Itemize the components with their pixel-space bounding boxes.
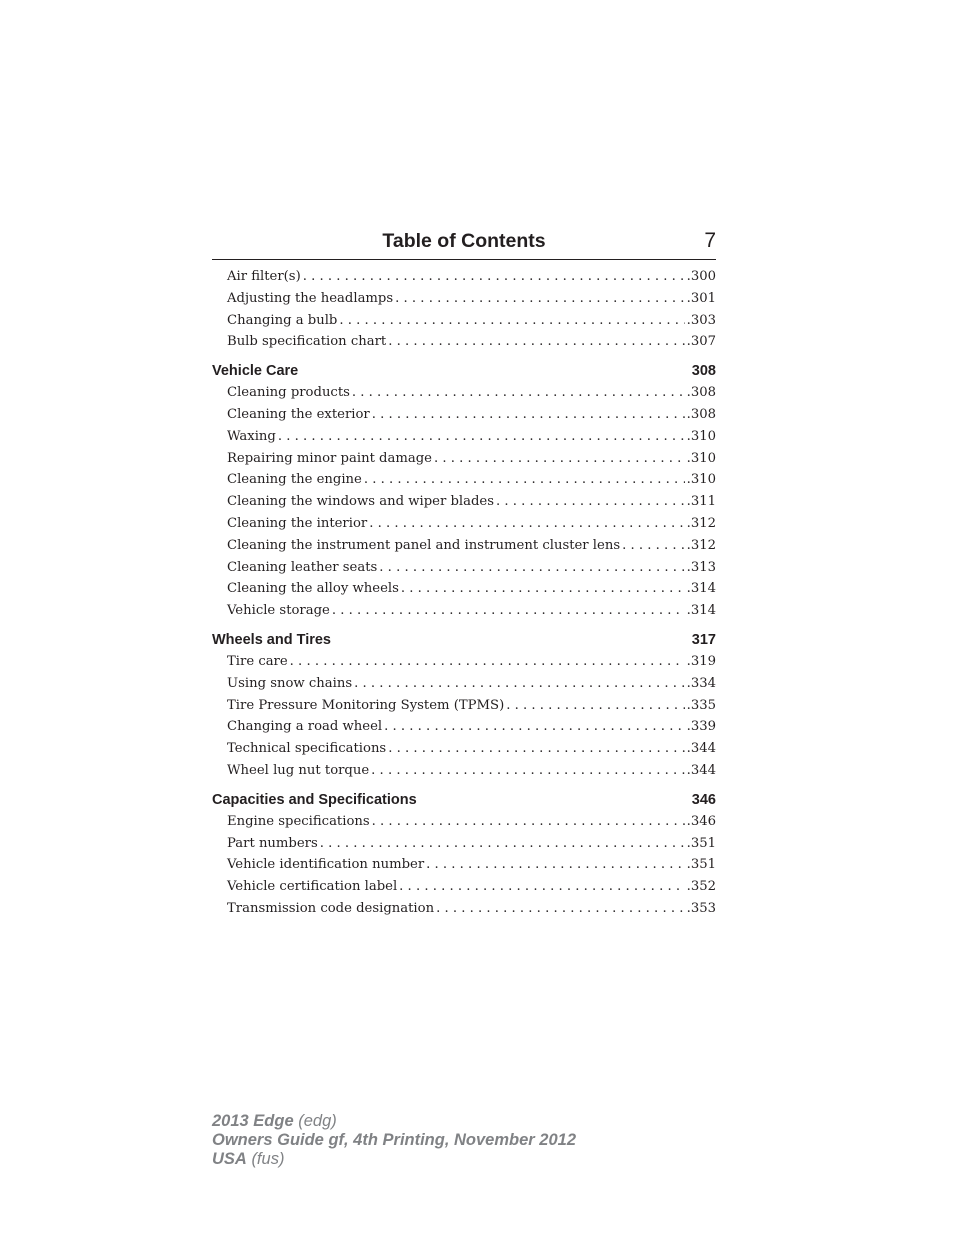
dot-leader xyxy=(369,513,684,535)
footer-line-2: Owners Guide gf, 4th Printing, November 2012 xyxy=(212,1131,576,1149)
section-heading[interactable] xyxy=(212,360,716,382)
toc-entry-label: Part numbers xyxy=(227,835,318,851)
section-title: Vehicle Care xyxy=(212,363,299,380)
dot-leader xyxy=(496,491,685,513)
toc-entry-page: .312 xyxy=(686,515,716,531)
toc-entry-label: Changing a road wheel xyxy=(227,719,383,735)
toc-entry[interactable] xyxy=(212,673,716,695)
toc-entry-page: .319 xyxy=(686,653,716,669)
toc-entry-label: Cleaning leather seats xyxy=(227,559,378,575)
footer-market: USA xyxy=(212,1150,247,1168)
dot-leader xyxy=(352,382,685,404)
table-of-contents xyxy=(212,266,716,920)
dot-leader xyxy=(332,600,685,622)
toc-entry-page: .339 xyxy=(686,719,716,735)
section-heading[interactable] xyxy=(212,789,716,811)
toc-entry-label: Cleaning the engine xyxy=(227,472,362,488)
page-header xyxy=(212,228,716,260)
toc-entry-page: .310 xyxy=(686,450,716,466)
dot-leader xyxy=(399,876,684,898)
toc-entry[interactable] xyxy=(212,695,716,717)
toc-entry[interactable] xyxy=(212,426,716,448)
toc-entry-page: .312 xyxy=(686,537,716,553)
dot-leader xyxy=(401,578,685,600)
footer-line-1 xyxy=(212,1112,576,1131)
toc-entry-page: .314 xyxy=(686,581,716,597)
toc-entry-label: Vehicle certification label xyxy=(227,879,398,895)
toc-entry[interactable] xyxy=(212,716,716,738)
toc-entry[interactable] xyxy=(212,557,716,579)
toc-entry[interactable] xyxy=(212,854,716,876)
footer-market-code: (fus) xyxy=(251,1150,285,1168)
dot-leader xyxy=(388,738,684,760)
toc-entry-label: Vehicle storage xyxy=(227,603,330,619)
section-capacities-and-specifications xyxy=(212,789,716,920)
toc-entry[interactable] xyxy=(212,738,716,760)
toc-entry[interactable] xyxy=(212,833,716,855)
intro-entries xyxy=(212,266,716,353)
toc-entry-label: Cleaning products xyxy=(227,385,350,401)
section-page: 346 xyxy=(691,791,716,808)
toc-entry-label: Wheel lug nut torque xyxy=(227,762,370,778)
toc-entry-page: .352 xyxy=(686,879,716,895)
dot-leader xyxy=(290,651,685,673)
toc-entry-page: .300 xyxy=(686,269,716,284)
toc-entry[interactable] xyxy=(212,469,716,491)
toc-entry-label: Cleaning the windows and wiper blades xyxy=(227,494,495,510)
toc-entry-page: .310 xyxy=(686,472,716,488)
toc-entry-page: .311 xyxy=(686,494,716,510)
toc-entry-page: .346 xyxy=(686,813,716,829)
dot-leader xyxy=(436,898,685,920)
dot-leader xyxy=(320,833,685,855)
toc-entry-label: Vehicle identification number xyxy=(227,857,425,873)
toc-entry-label: Tire Pressure Monitoring System (TPMS) xyxy=(227,697,505,713)
toc-entry[interactable] xyxy=(212,898,716,920)
page-footer xyxy=(212,1112,576,1169)
dot-leader xyxy=(364,469,685,491)
toc-entry-label: Adjusting the headlamps xyxy=(227,290,394,306)
toc-entry-label: Cleaning the exterior xyxy=(227,406,370,422)
toc-entry-page: .344 xyxy=(686,741,716,757)
toc-entry-label: Repairing minor paint damage xyxy=(227,450,432,466)
section-title: Capacities and Specifications xyxy=(212,791,417,808)
toc-entry[interactable] xyxy=(212,578,716,600)
dot-leader xyxy=(372,811,685,833)
section-title: Wheels and Tires xyxy=(212,631,331,648)
page-title: Table of Contents xyxy=(382,230,546,252)
toc-entry-label: Changing a bulb xyxy=(227,312,338,328)
toc-entry-label: Air filter(s) xyxy=(227,269,301,284)
dot-leader xyxy=(303,266,685,288)
section-heading[interactable] xyxy=(212,629,716,651)
toc-entry-page: .313 xyxy=(686,559,716,575)
footer-model-code: (edg) xyxy=(298,1112,337,1130)
dot-leader xyxy=(506,695,684,717)
toc-entry-label: Bulb specification chart xyxy=(227,334,387,350)
dot-leader xyxy=(278,426,685,448)
dot-leader xyxy=(372,404,685,426)
toc-entry-label: Cleaning the instrument panel and instrument cluster lens xyxy=(227,537,621,553)
dot-leader xyxy=(371,760,684,782)
dot-leader xyxy=(388,331,684,353)
page-number: 7 xyxy=(704,229,716,252)
toc-entry[interactable] xyxy=(212,513,716,535)
toc-entry-label: Tire care xyxy=(227,653,288,669)
toc-entry-label: Using snow chains xyxy=(227,675,353,691)
toc-entry-page: .314 xyxy=(686,603,716,619)
toc-entry[interactable] xyxy=(212,266,716,288)
dot-leader xyxy=(354,673,684,695)
toc-entry-label: Technical specifications xyxy=(227,741,387,757)
toc-entry[interactable] xyxy=(212,760,716,782)
dot-leader xyxy=(339,310,684,332)
toc-entry-page: .351 xyxy=(686,857,716,873)
toc-entry[interactable] xyxy=(212,491,716,513)
section-wheels-and-tires xyxy=(212,629,716,782)
footer-model: 2013 Edge xyxy=(212,1112,294,1130)
toc-entry[interactable] xyxy=(212,382,716,404)
dot-leader xyxy=(384,716,684,738)
toc-entry-page: .334 xyxy=(686,675,716,691)
toc-entry-label: Engine specifications xyxy=(227,813,370,829)
toc-entry-page: .344 xyxy=(686,762,716,778)
footer-line-3 xyxy=(212,1150,576,1169)
toc-entry-page: .351 xyxy=(686,835,716,851)
toc-entry[interactable] xyxy=(212,331,716,353)
toc-entry[interactable] xyxy=(212,404,716,426)
toc-entry-page: .308 xyxy=(686,385,716,401)
dot-leader xyxy=(395,288,684,310)
section-vehicle-care xyxy=(212,360,716,622)
toc-entry-page: .301 xyxy=(686,290,716,306)
toc-entry-page: .335 xyxy=(686,697,716,713)
toc-entry[interactable] xyxy=(212,600,716,622)
toc-entry[interactable] xyxy=(212,651,716,673)
toc-entry-page: .308 xyxy=(686,406,716,422)
toc-entry-label: Transmission code designation xyxy=(227,900,435,916)
toc-entry-page: .303 xyxy=(686,312,716,328)
dot-leader xyxy=(622,535,685,557)
dot-leader xyxy=(434,448,685,470)
toc-entry[interactable] xyxy=(212,310,716,332)
toc-entry-page: .353 xyxy=(686,900,716,916)
toc-entry-label: Cleaning the alloy wheels xyxy=(227,581,399,597)
dot-leader xyxy=(426,854,684,876)
section-page: 317 xyxy=(691,631,716,648)
dot-leader xyxy=(379,557,684,579)
toc-entry[interactable] xyxy=(212,448,716,470)
toc-entry-label: Cleaning the interior xyxy=(227,515,368,531)
toc-entry-page: .307 xyxy=(686,334,716,350)
toc-entry[interactable] xyxy=(212,811,716,833)
section-page: 308 xyxy=(691,363,716,380)
toc-entry[interactable] xyxy=(212,876,716,898)
toc-entry-label: Waxing xyxy=(227,428,276,444)
toc-entry[interactable] xyxy=(212,288,716,310)
toc-entry-page: .310 xyxy=(686,428,716,444)
toc-entry[interactable] xyxy=(212,535,716,557)
